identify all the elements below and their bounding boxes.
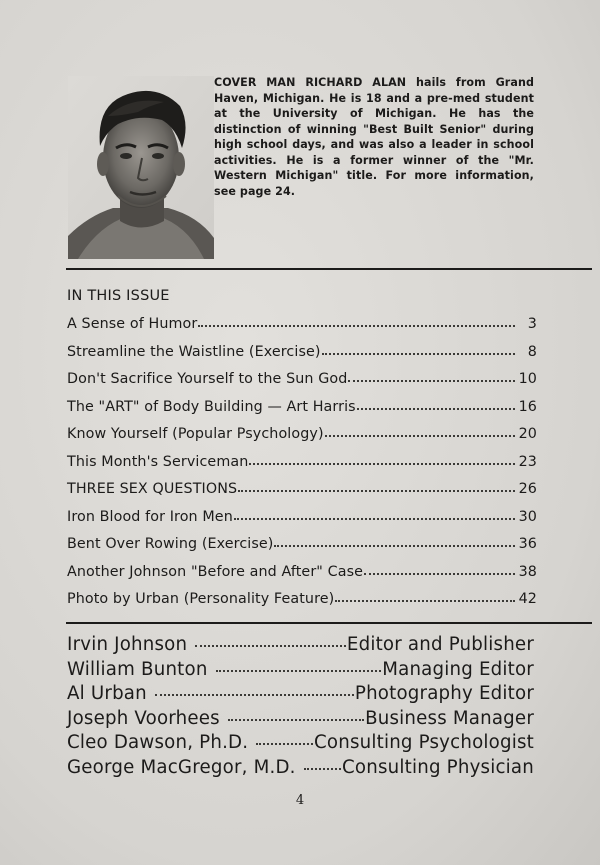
toc-page: 38 [518,563,537,580]
staff-leader [195,644,346,647]
bottom-divider [66,622,592,624]
staff-leader [228,718,364,721]
cover-man-photo [68,76,214,259]
staff-leader [216,669,382,672]
toc-page: 20 [518,426,537,442]
toc-page: 42 [518,591,537,607]
toc-leader [274,544,514,547]
toc-page: 36 [518,536,537,552]
toc-page: 30 [518,508,537,525]
toc-page: 23 [518,453,537,470]
toc-page: 26 [518,481,537,497]
staff-row [67,683,534,708]
staff-row [67,659,534,684]
toc-page: 8 [527,343,537,360]
page-number: 4 [295,793,305,808]
staff-role: Editor and Publisher [346,634,534,655]
toc-leader [238,489,514,492]
staff-row [67,708,534,733]
staff-leader [256,742,313,745]
toc-leader [348,379,514,382]
toc-leader [364,572,515,575]
toc-title: THREE SEX QUESTIONS [67,481,238,497]
toc-leader [357,407,515,410]
toc-title: Don't Sacrifice Yourself to the Sun God [67,371,348,387]
toc-entry[interactable] [67,481,537,509]
toc-leader [234,517,515,520]
staff-role: Business Manager [365,707,534,729]
toc-title: Know Yourself (Popular Psychology) [67,426,324,442]
toc-title: This Month's Serviceman [67,453,249,470]
staff-leader [155,693,354,696]
portrait-image [68,76,214,259]
toc-leader [335,599,514,602]
staff-row [67,757,534,782]
toc-leader [249,462,514,465]
toc-entry[interactable] [67,536,537,564]
toc-title: The "ART" of Body Building — Art Harris [67,398,356,415]
toc-title: Bent Over Rowing (Exercise) [67,536,274,552]
toc-title: Iron Blood for Iron Men [67,508,233,525]
toc-entry[interactable] [67,454,537,482]
staff-role: Managing Editor [382,658,534,680]
cover-caption: COVER MAN RICHARD ALAN hails from Grand Haven, Michigan. He is 18 and a pre-med student at the University of Michigan. He has the distinction of winning "Best Built Senior" during high school days, and was also a leader in school activities. He is a former winner of the "Mr. Western Michigan" title. For more information, see page 24. [214,76,534,198]
staff-name: Al Urban [67,683,147,705]
staff-masthead [67,634,534,782]
toc-leader [198,324,515,327]
staff-role: Consulting Physician [342,756,534,778]
toc-page: 16 [518,398,537,415]
toc-entry[interactable] [67,591,537,619]
toc-leader [325,434,515,437]
staff-row [67,634,534,659]
toc-entry[interactable] [67,316,537,344]
staff-role: Consulting Psychologist [314,732,534,754]
toc-page: 3 [527,316,537,332]
staff-row [67,732,534,757]
staff-role: Photography Editor [354,683,534,705]
toc-page: 10 [518,371,537,387]
staff-name: George MacGregor, M.D. [67,756,296,778]
staff-name: Cleo Dawson, Ph.D. [67,732,249,754]
toc-entry[interactable] [67,426,537,454]
toc-entry[interactable] [67,564,537,592]
toc-entry[interactable] [67,344,537,372]
staff-name: Joseph Voorhees [67,707,220,729]
toc-title: Streamline the Waistline (Exercise) [67,343,321,360]
toc-leader [322,352,515,355]
staff-leader [304,767,341,770]
toc-title: Photo by Urban (Personality Feature) [67,591,335,607]
section-title: IN THIS ISSUE [67,288,170,304]
toc-title: A Sense of Humor [67,316,198,332]
toc-entry[interactable] [67,509,537,537]
toc-entry[interactable] [67,371,537,399]
toc-entry[interactable] [67,399,537,427]
staff-name: William Bunton [67,658,208,680]
staff-name: Irvin Johnson [67,634,188,655]
top-divider [66,268,592,270]
toc-title: Another Johnson "Before and After" Case [67,563,364,580]
table-of-contents [67,316,537,619]
